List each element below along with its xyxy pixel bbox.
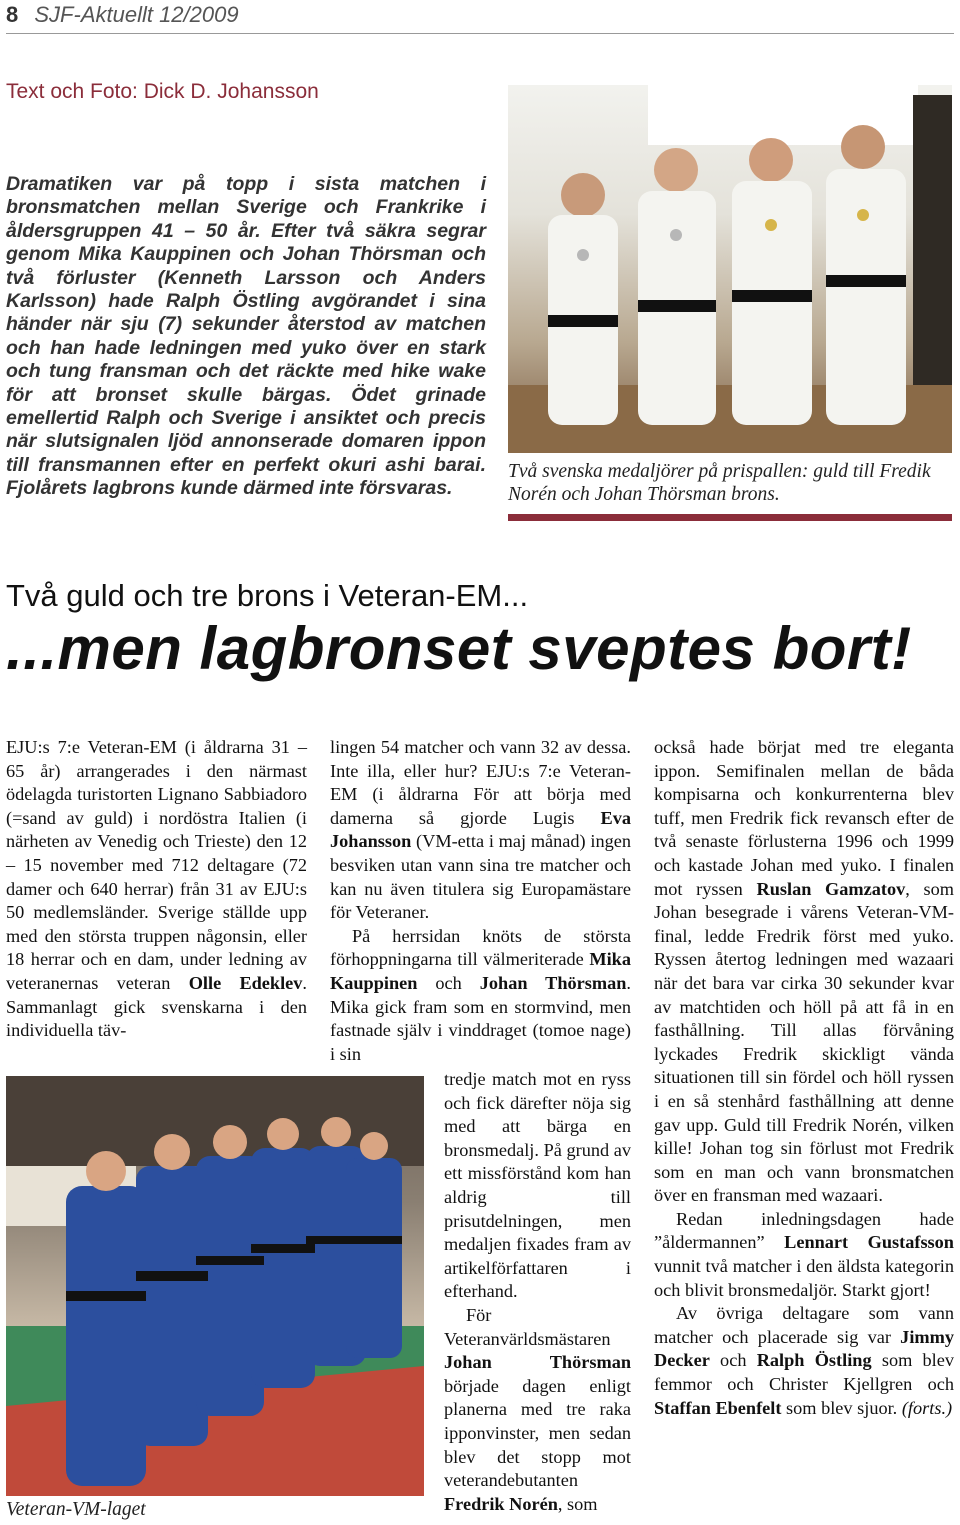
page-header: [6, 2, 239, 28]
caption-rule: [508, 514, 952, 521]
page-number: 8: [6, 2, 19, 27]
paragraph: lingen 54 matcher och vann 32 av dessa. Inte illa, eller hur? EJU:s 7:e Veteran-EM (i åldrarna För att börja med damerna så gjorde Lugis Eva Johansson (VM-etta i maj månad) ingen besviken utan vann sina tre matcher och kan nu även titulera sig Europamästare för Veteraner.: [330, 737, 631, 923]
paragraph: tredje match mot en ryss och fick därefter nöja sig med att bärga en bronsmedalj. På grund av ett missförstånd kom han aldrig till prisutdelningen, men medaljen fixades fram av artikelförfattaren i efterhand.: [444, 1069, 631, 1302]
headline-line-1: Två guld och tre brons i Veteran-EM...: [6, 578, 529, 613]
paragraph: också hade börjat med tre eleganta ippon. Semifinalen mellan de båda kompisarna och konkurrenterna blev tuff, men Fredrik fick revansch efter de två senaste förlusterna 1996 och 1999 och kastade Johan med yuko. I finalen mot ryssen Ruslan Gamzatov, som Johan besegrade i vårens Veteran-VM-final, ledde Fredrik först med yuko. Ryssen återtog ledningen med wazaari när det bara var cirka 30 sekunder kvar av matchtiden och höll på att få in en fasthållning. Till allas förvåning lyckades Fredrik skickligt vända situationen till sin fördel och höll ryssen i en så stenhård fasthållning att denne gav upp. Guld till Fredrik Norén, vilken kille! Johan tog sin förlust mot Fredrik som en man och vann bronsmatchen över en fransman med wazaari.: [654, 737, 955, 1206]
byline: Text och Foto: Dick D. Johansson: [6, 80, 319, 103]
article-column-2-continued: [444, 1068, 631, 1516]
headline-line-2: ...men lagbronset sveptes bort!: [6, 615, 912, 682]
paragraph: EJU:s 7:e Veteran-EM (i åldrarna 31 – 65 år) arrangerades i den närmast ödelagda turistorten Lignano Sabbiadoro (=sand av guld) i nordöstra Italien (i närheten av Venedig och Trieste) den 12 – 15 november med 712 deltagare (72 damer och 640 herrar) från 31 av EJU:s 50 medlemsländer. Sverige ställde upp med den största truppen någonsin, eller 18 herrar och en dam, under ledning av veteranernas veteran Olle Edeklev. Sammanlagt gick svenskarna i den individuella täv-: [6, 737, 307, 1041]
podium-photo-caption: Två svenska medaljörer på prispallen: guld till Fredik Norén och Johan Thörsman brons.: [508, 461, 931, 505]
article-column-2: [330, 736, 631, 1066]
article-column-3: [654, 736, 954, 1420]
article-column-1: [6, 736, 307, 1043]
team-photo: [6, 1076, 424, 1496]
paragraph: På herrsidan knöts de största förhoppningarna till välmeriterade Mika Kauppinen och Johan Thörsman. Mika gick fram som en stormvind, men fastnade själv i vinddraget (tomoe nage) i sin: [330, 925, 631, 1064]
paragraph: Av övriga deltagare som vann matcher och placerade sig var Jimmy Decker och Ralph Östling som blev femmor och Christer Kjellgren och Staffan Ebenfelt som blev sjuor. (forts.): [654, 1303, 955, 1418]
podium-photo: [508, 85, 952, 453]
team-photo-caption: Veteran-VM-laget: [6, 1499, 146, 1520]
lead-paragraph: Dramatiken var på topp i sista matchen i bronsmatchen mellan Sverige och Frankrike i åldersgruppen 41 – 50 år. Efter två säkra segrar genom Mika Kauppinen och Johan Thörsman och två förluster (Kenneth Larsson och Anders Karlsson) hade Ralph Östling avgörandet i sina händer när sju (7) sekunder återstod av matchen och han hade ledningen med yuko över en stark och tung fransman och det räckte med hike wake för att bronset skulle bärgas. Ödet grinade emellertid Ralph och Sverige i ansiktet och precis när slutsignalen ljöd annonserade domaren ippon till fransmannen efter en perfekt okuri ashi barai. Fjolårets lagbrons kunde därmed inte försvaras.: [6, 173, 486, 500]
header-rule: [6, 33, 954, 34]
paragraph: Redan inledningsdagen hade ”åldermannen” Lennart Gustafsson vunnit två matcher i den äldsta kategorin och blivit bronsmedaljör. Starkt gjort!: [654, 1208, 954, 1300]
paragraph: För Veteranvärldsmästaren Johan Thörsman började dagen enligt planerna med tre raka ipponvinster, men sedan blev det stopp mot veterandebutanten Fredrik Norén, som: [444, 1304, 631, 1514]
continued-marker: (forts.): [901, 1397, 953, 1418]
publication-title: SJF-Aktuellt 12/2009: [34, 2, 239, 27]
